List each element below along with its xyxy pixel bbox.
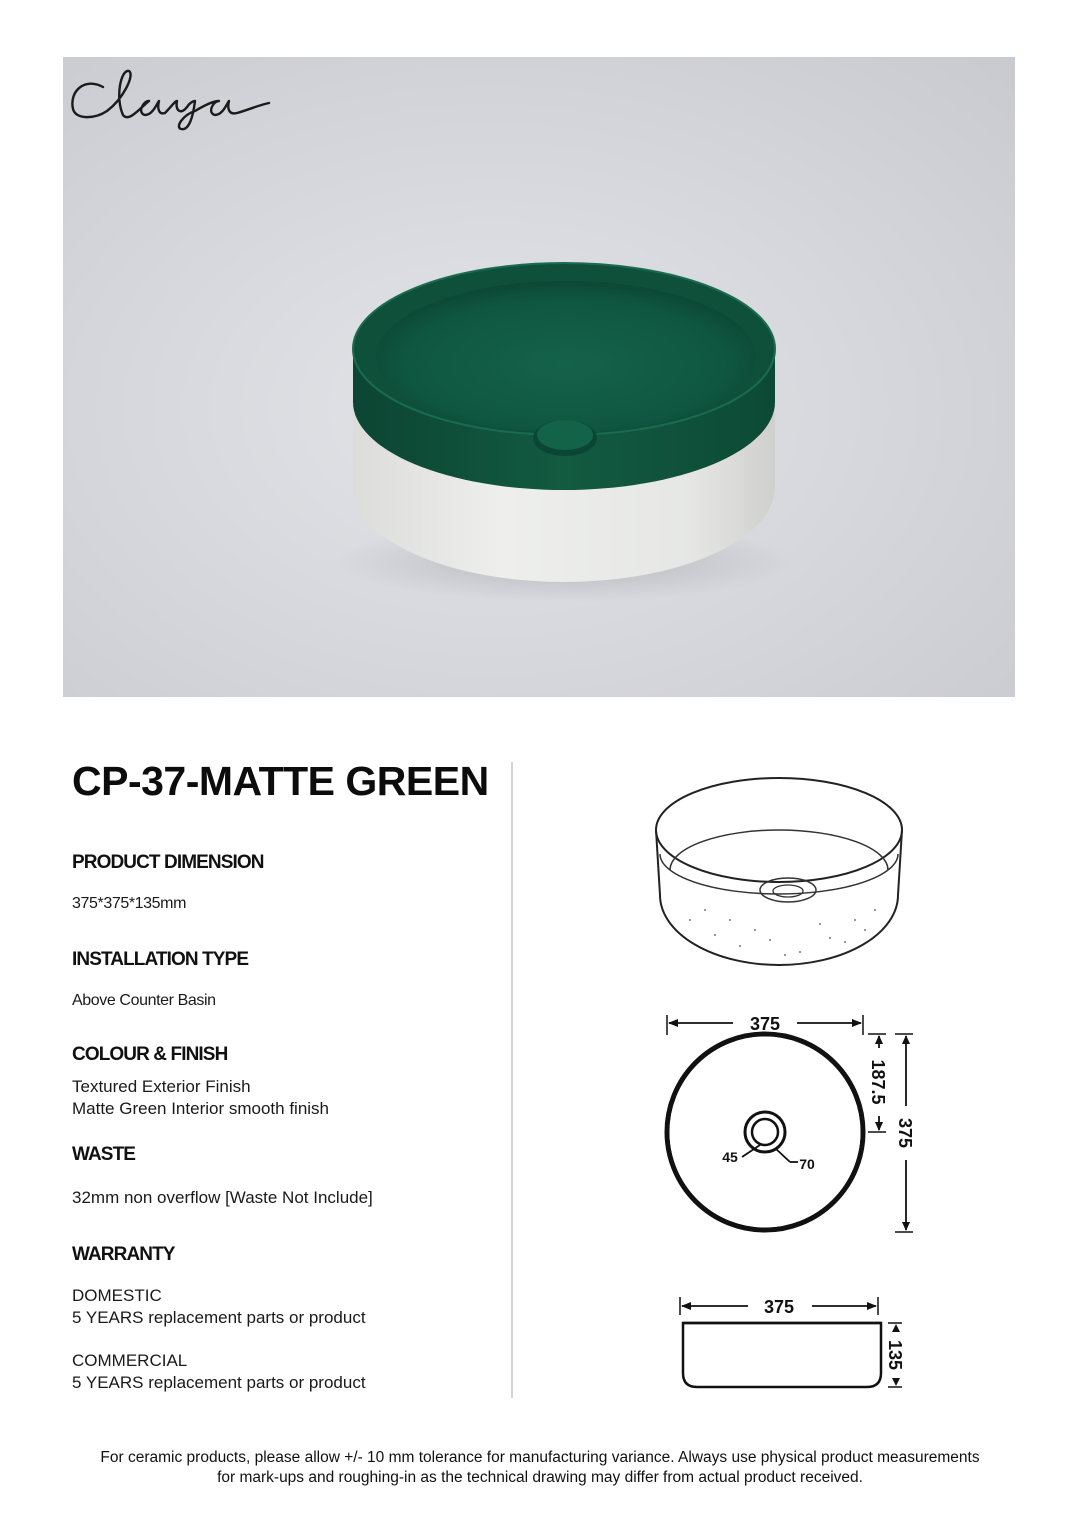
product-title: CP-37-MATTE GREEN [72,758,489,804]
claya-logo [63,57,278,137]
top-depth-label: 375 [895,1117,915,1149]
product-dimension-value: 375*375*135mm [72,895,186,912]
waste-heading: WASTE [72,1144,136,1165]
top-half-label: 187.5 [868,1059,888,1105]
side-height-label: 135 [885,1339,905,1371]
perspective-drawing [656,778,902,965]
footer-line2: for mark-ups and roughing-in as the technical drawing may differ from actual product received. [217,1469,863,1486]
side-view-drawing [680,1297,905,1387]
tolerance-footer [40,1448,1040,1488]
top-view-drawing [667,1014,915,1232]
vertical-divider [511,762,513,1398]
waste-inner-label: 45 [722,1149,738,1165]
top-width-label: 375 [749,1014,781,1034]
colour-finish-line1: Textured Exterior Finish [72,1077,251,1096]
colour-finish-line2: Matte Green Interior smooth finish [72,1099,330,1118]
warranty-commercial-label: COMMERCIAL [72,1351,188,1370]
product-dimension-heading: PRODUCT DIMENSION [72,852,264,873]
basin-photo-illustration [63,57,1015,697]
waste-value: 32mm non overflow [Waste Not Include] [72,1188,373,1207]
footer-line1: For ceramic products, please allow +/- 10 mm tolerance for manufacturing variance. Always use physical product measurements [100,1449,980,1466]
warranty-domestic-value: 5 YEARS replacement parts or product [72,1308,366,1327]
side-width-label: 375 [763,1297,795,1317]
product-photo [63,57,1015,697]
technical-drawings [630,770,930,1400]
waste-outer-label: 70 [799,1156,815,1172]
warranty-domestic-label: DOMESTIC [72,1286,162,1305]
installation-type-value: Above Counter Basin [72,992,216,1009]
warranty-heading: WARRANTY [72,1244,175,1265]
warranty-commercial-value: 5 YEARS replacement parts or product [72,1373,366,1392]
installation-type-heading: INSTALLATION TYPE [72,949,249,970]
colour-finish-heading: COLOUR & FINISH [72,1044,228,1065]
